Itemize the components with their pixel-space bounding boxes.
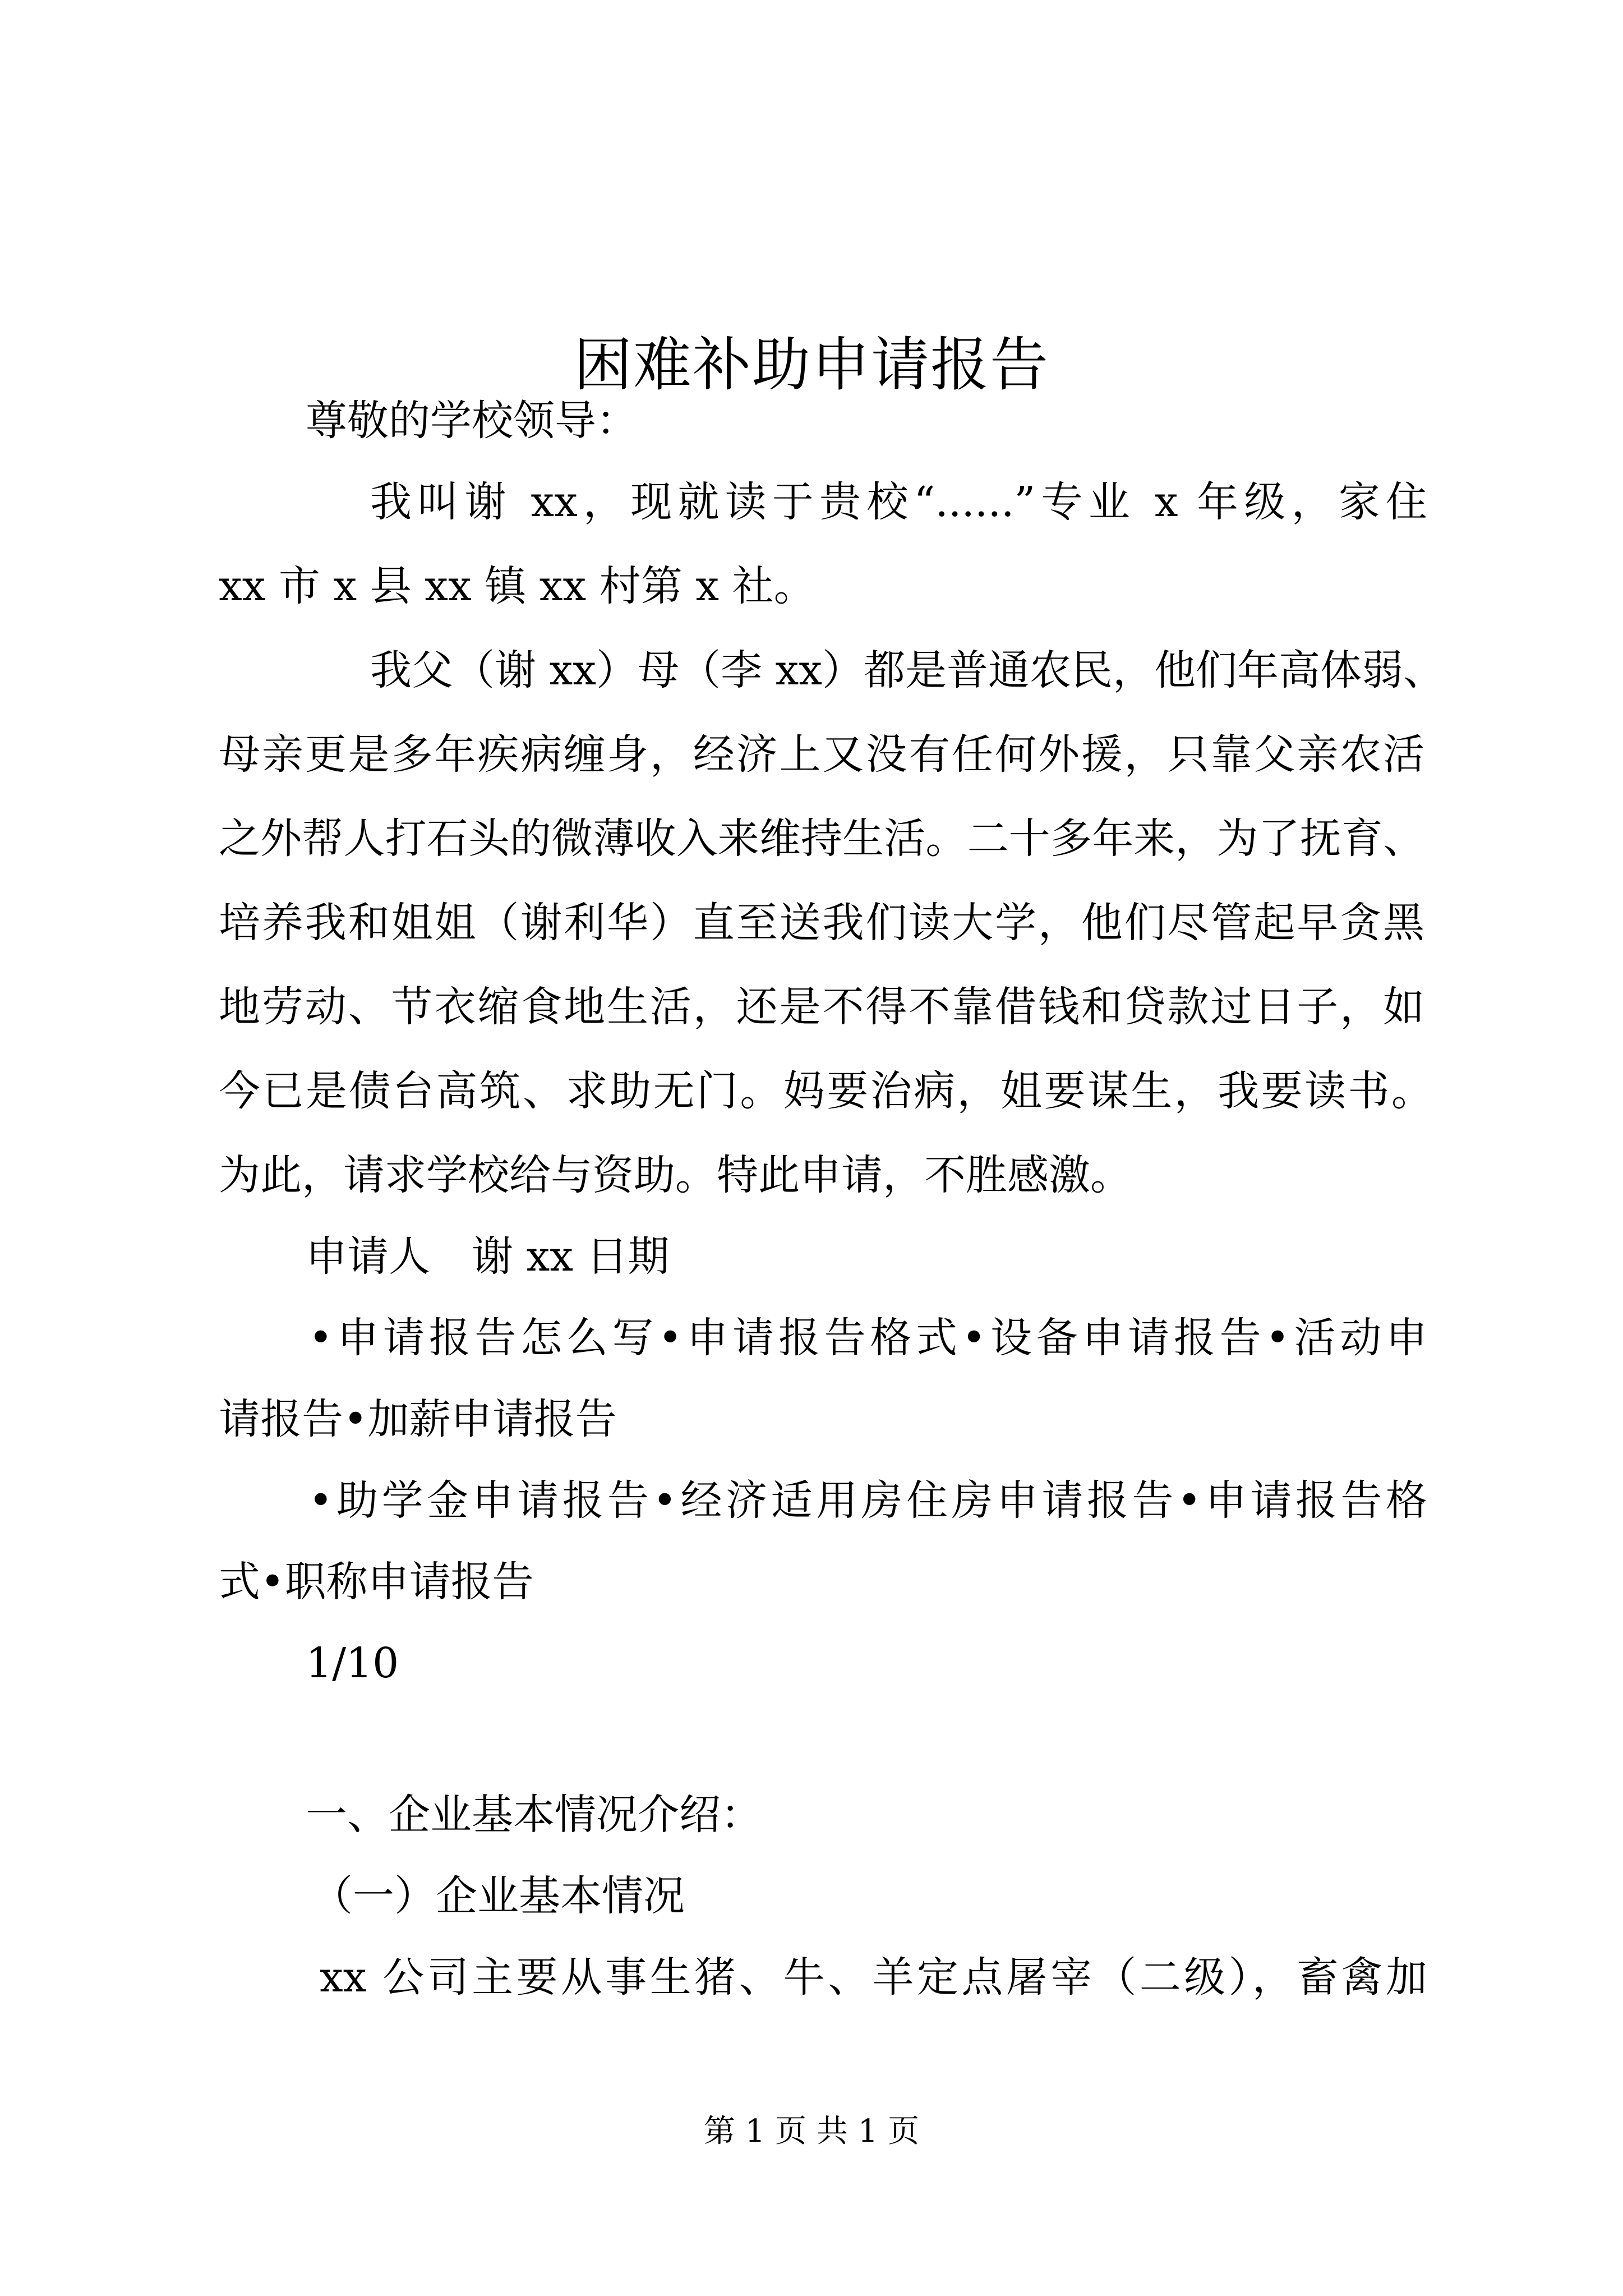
paragraph-line-3: 我父（谢 xx）母（李 xx）都是普通农民，他们年高体弱、 bbox=[370, 646, 1445, 694]
paragraph-line-1: 我叫谢 xx，现就读于贵校“......”专业 x 年级，家住 bbox=[370, 478, 1427, 526]
paragraph-line-8: 今已是债台高筑、求助无门。妈要治病，姐要谋生，我要读书。 bbox=[219, 1067, 1433, 1115]
paragraph-line-4: 母亲更是多年疾病缠身，经济上又没有任何外援，只靠父亲农活 bbox=[219, 730, 1424, 779]
signature-line: 申请人 谢 xx 日期 bbox=[306, 1232, 670, 1281]
page-footer: 第 1 页 共 1 页 bbox=[703, 2113, 920, 2150]
salutation: 尊敬的学校领导： bbox=[306, 397, 638, 445]
paragraph-line-6: 培养我和姐姐（谢利华）直至送我们读大学，他们尽管起早贪黑 bbox=[219, 899, 1424, 947]
related-links-line-4: 式•职称申请报告 bbox=[219, 1558, 534, 1606]
document-title: 困难补助申请报告 bbox=[573, 330, 1049, 399]
section-heading: 一、企业基本情况介绍： bbox=[306, 1791, 762, 1839]
subsection-heading: （一）企业基本情况 bbox=[311, 1872, 685, 1920]
paragraph-line-7: 地劳动、节衣缩食地生活，还是不得不靠借钱和贷款过日子，如 bbox=[219, 983, 1424, 1031]
related-links-line-2: 请报告•加薪申请报告 bbox=[219, 1395, 617, 1443]
paragraph-line-9: 为此，请求学校给与资助。特此申请，不胜感激。 bbox=[219, 1151, 1132, 1199]
paragraph-line-2: xx 市 x 县 xx 镇 xx 村第 x 社。 bbox=[219, 562, 815, 610]
related-links-line-1: •申请报告怎么写•申请报告格式•设备申请报告•活动申 bbox=[308, 1314, 1427, 1362]
related-links-line-3: •助学金申请报告•经济适用房住房申请报告•申请报告格 bbox=[308, 1476, 1427, 1525]
page-counter: 1/10 bbox=[306, 1639, 399, 1687]
paragraph-line-5: 之外帮人打石头的微薄收入来维持生活。二十多年来，为了抚育、 bbox=[219, 815, 1424, 863]
paragraph-line-company: xx 公司主要从事生猪、牛、羊定点屠宰（二级），畜禽加 bbox=[320, 1953, 1427, 2001]
